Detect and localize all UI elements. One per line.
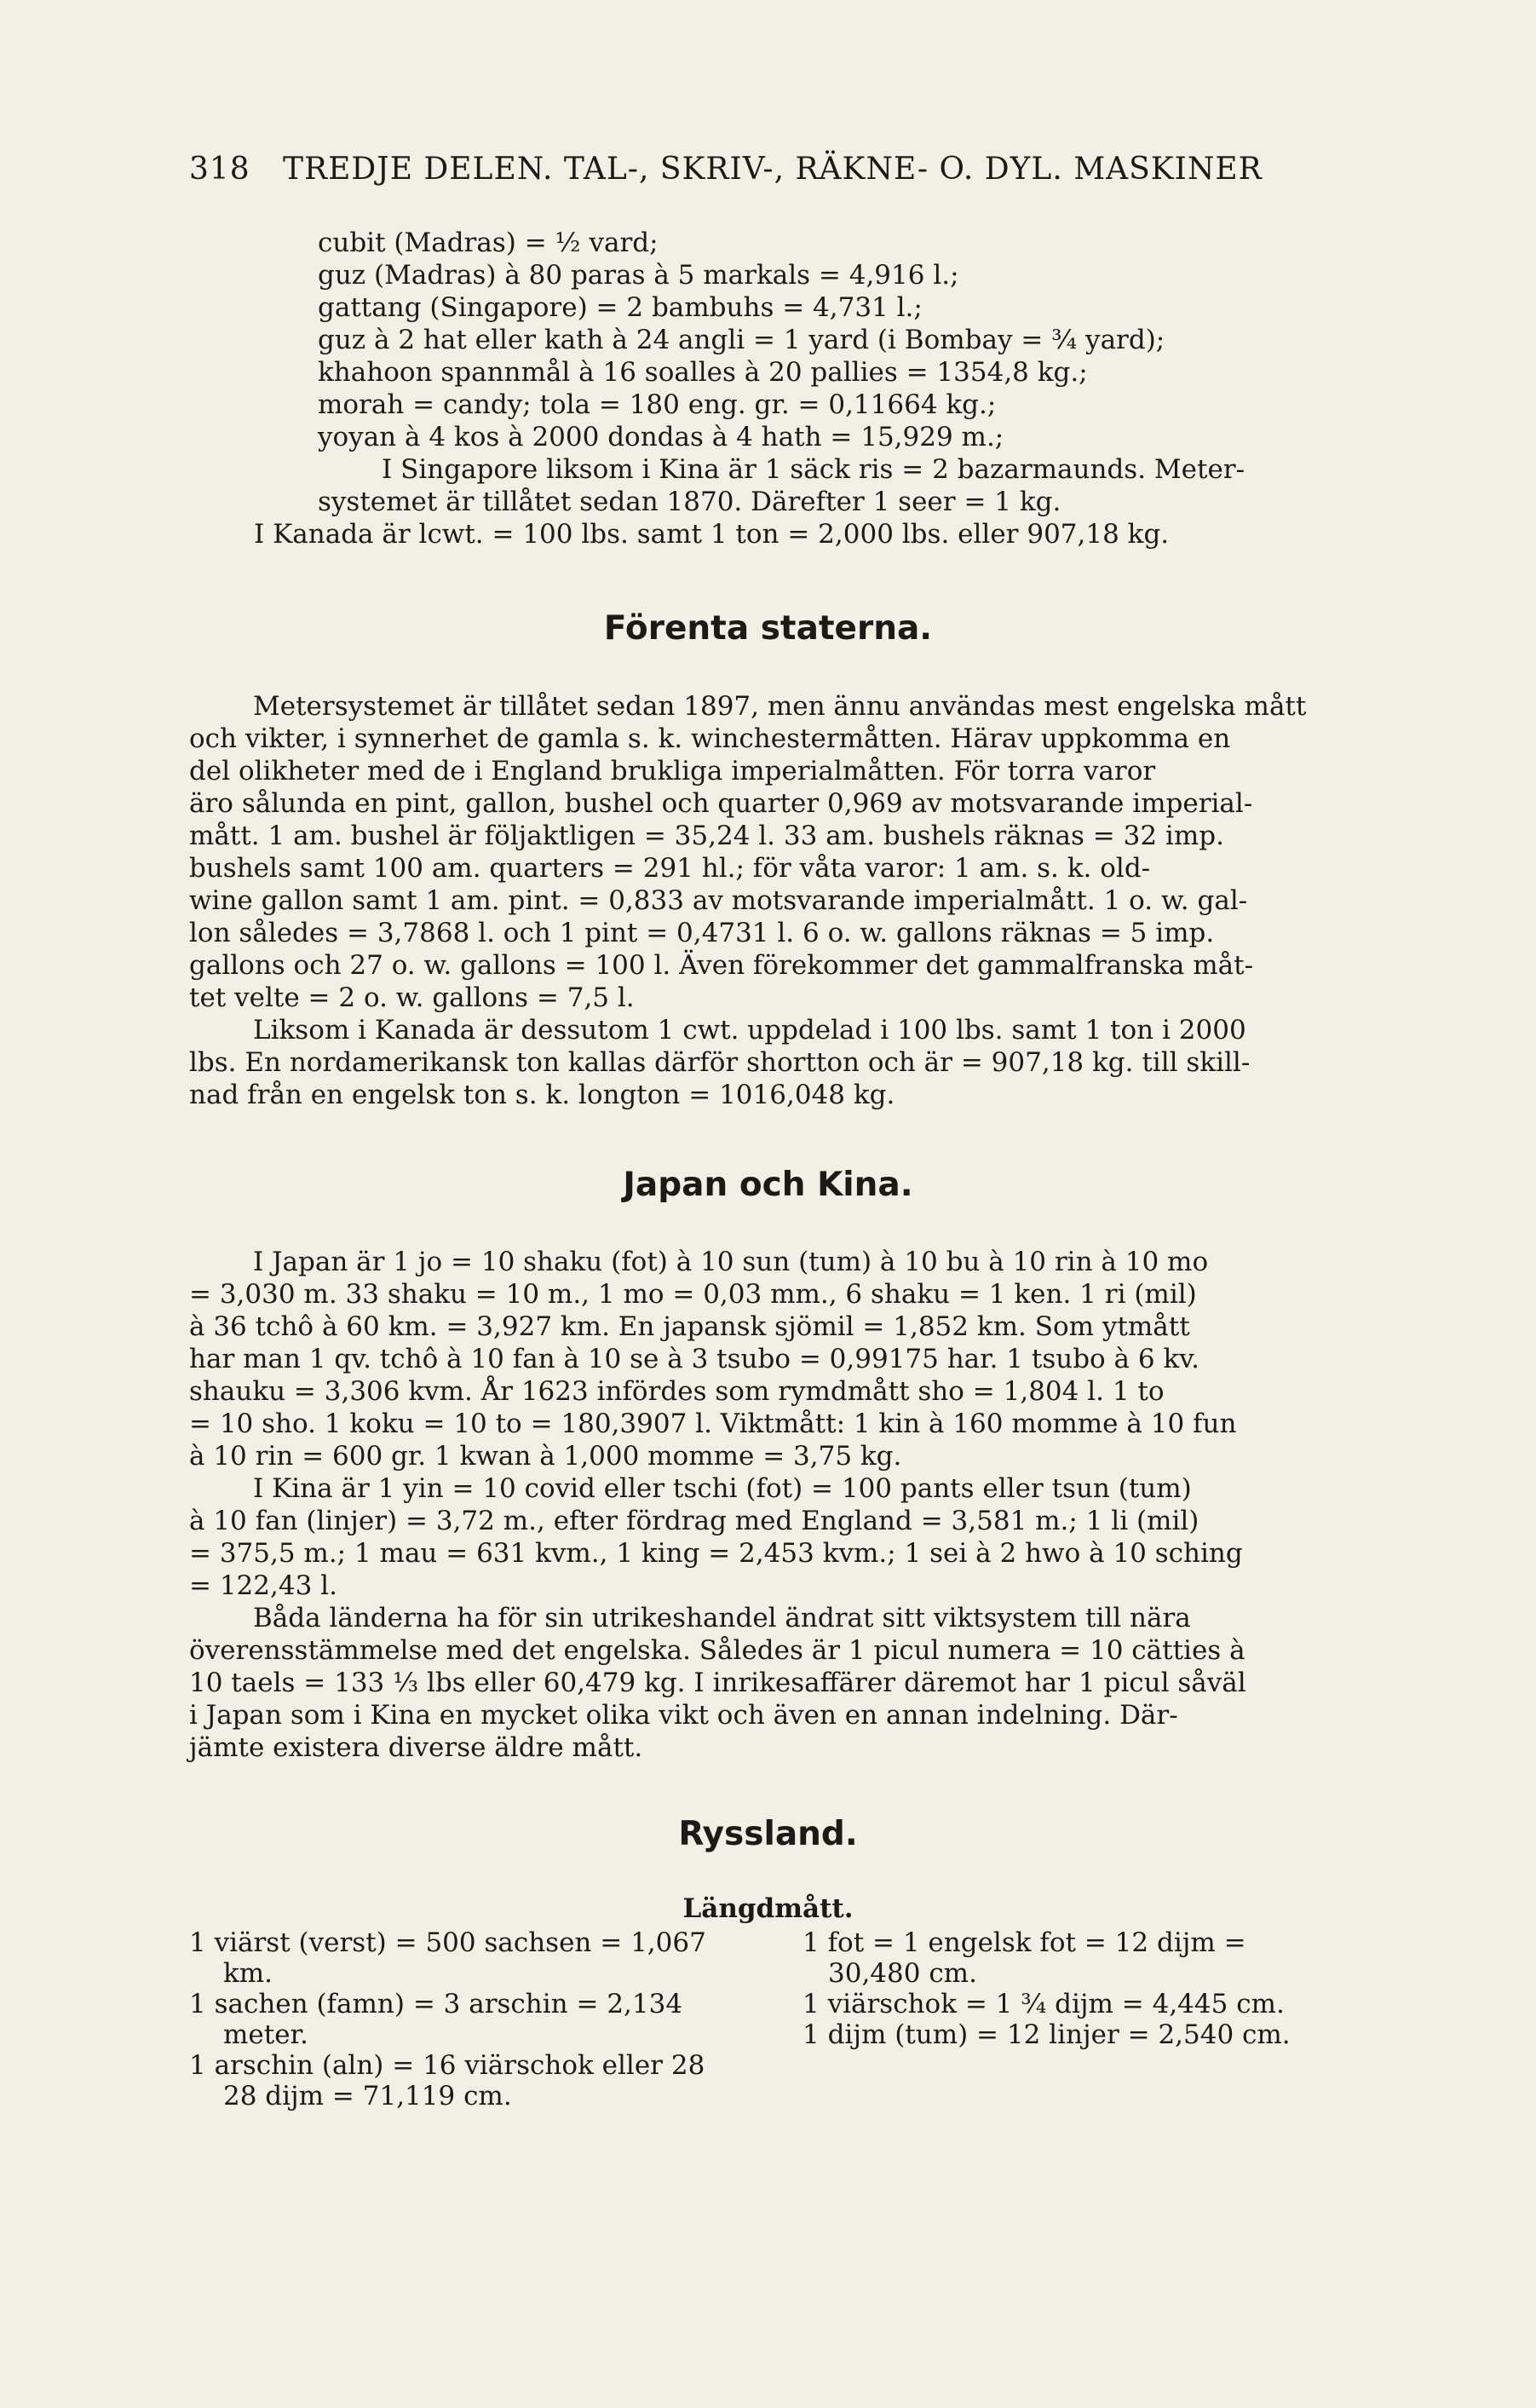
- text-line: yoyan à 4 kos à 2000 dondas à 4 hath = 15,929 m.;: [318, 422, 1004, 452]
- russia-right-column: [803, 1927, 1291, 2050]
- section-usa-body: [189, 690, 1306, 1111]
- table-entry: 30,480 cm.: [828, 1958, 977, 1989]
- table-entry: km.: [223, 1958, 273, 1989]
- text-line: I Singapore liksom i Kina är 1 säck ris = 2 bazarmaunds. Meter-: [382, 454, 1245, 485]
- text-line: överensstämmelse med det engelska. Således är 1 picul numera = 10 cätties à: [189, 1635, 1245, 1666]
- table-entry: 28 dijm = 71,119 cm.: [223, 2081, 512, 2111]
- text-line: gallons och 27 o. w. gallons = 100 l. Även förekommer det gammalfranska måt-: [189, 950, 1254, 981]
- text-line: nad från en engelsk ton s. k. longton = 1016,048 kg.: [189, 1080, 895, 1110]
- text-line: del olikheter med de i England brukliga imperialmåtten. För torra varor: [189, 756, 1156, 786]
- page-number: 318: [189, 152, 250, 187]
- text-line: Liksom i Kanada är dessutom 1 cwt. uppdelad i 100 lbs. samt 1 ton i 2000: [253, 1015, 1246, 1046]
- text-line: = 375,5 m.; 1 mau = 631 kvm., 1 king = 2,453 kvm.; 1 sei à 2 hwo à 10 sching: [189, 1538, 1243, 1569]
- text-line: guz (Madras) à 80 paras à 5 markals = 4,916 l.;: [318, 260, 959, 291]
- table-entry: 1 viärschok = 1 ¾ dijm = 4,445 cm.: [803, 1989, 1285, 2019]
- text-line: cubit (Madras) = ½ vard;: [318, 228, 659, 258]
- intro-measures: [254, 227, 1245, 550]
- text-line: systemet är tillåtet sedan 1870. Därefter 1 seer = 1 kg.: [318, 487, 1061, 517]
- text-line: wine gallon samt 1 am. pint. = 0,833 av motsvarande imperialmått. 1 o. w. gal-: [189, 885, 1248, 916]
- table-entry: 1 sachen (famn) = 3 arschin = 2,134: [189, 1989, 683, 2019]
- section-heading-russia: Ryssland.: [678, 1815, 858, 1853]
- text-line: och vikter, i synnerhet de gamla s. k. winchestermåtten. Härav uppkomma en: [189, 723, 1231, 754]
- text-line: I Kina är 1 yin = 10 covid eller tschi (fot) = 100 pants eller tsun (tum): [253, 1473, 1192, 1504]
- text-line: à 36 tchô à 60 km. = 3,927 km. En japansk sjömil = 1,852 km. Som ytmått: [189, 1311, 1190, 1342]
- text-line: mått. 1 am. bushel är följaktligen = 35,24 l. 33 am. bushels räknas = 32 imp.: [189, 821, 1224, 851]
- text-line: äro sålunda en pint, gallon, bushel och quarter 0,969 av motsvarande imperial-: [189, 788, 1253, 819]
- text-line: guz à 2 hat eller kath à 24 angli = 1 yard (i Bombay = ¾ yard);: [318, 325, 1165, 355]
- text-line: jämte existera diverse äldre mått.: [189, 1732, 643, 1763]
- text-line: i Japan som i Kina en mycket olika vikt och även en annan indelning. Där-: [189, 1700, 1178, 1731]
- text-line: Metersystemet är tillåtet sedan 1897, men ännu användas mest engelska mått: [253, 691, 1307, 722]
- running-header: [189, 152, 1382, 187]
- section-heading-usa: Förenta staterna.: [603, 609, 933, 648]
- section-heading-japan: Japan och Kina.: [623, 1166, 913, 1204]
- table-entry: meter.: [223, 2019, 308, 2050]
- text-line: shauku = 3,306 kvm. År 1623 infördes som rymdmått sho = 1,804 l. 1 to: [189, 1376, 1165, 1407]
- text-line: 10 taels = 133 ⅓ lbs eller 60,479 kg. I inrikesaffärer däremot har 1 picul såväl: [189, 1668, 1246, 1698]
- text-line: gattang (Singapore) = 2 bambuhs = 4,731 l.;: [318, 292, 923, 323]
- text-line: I Japan är 1 jo = 10 shaku (fot) à 10 sun (tum) à 10 bu à 10 rin à 10 mo: [253, 1247, 1209, 1277]
- text-line: lon således = 3,7868 l. och 1 pint = 0,4731 l. 6 o. w. gallons räknas = 5 imp.: [189, 918, 1215, 948]
- text-line: = 3,030 m. 33 shaku = 10 m., 1 mo = 0,03 mm., 6 shaku = 1 ken. 1 ri (mil): [189, 1279, 1197, 1310]
- running-title: TREDJE DELEN. TAL-, SKRIV-, RÄKNE- O. DYL. MASKINER: [283, 152, 1263, 187]
- text-line: à 10 rin = 600 gr. 1 kwan à 1,000 momme = 3,75 kg.: [189, 1441, 902, 1472]
- text-line: morah = candy; tola = 180 eng. gr. = 0,11664 kg.;: [318, 389, 997, 420]
- table-entry: 1 arschin (aln) = 16 viärschok eller 28: [189, 2050, 705, 2081]
- text-line: bushels samt 100 am. quarters = 291 hl.; för våta varor: 1 am. s. k. old-: [189, 853, 1151, 884]
- subheading-length-measures: Längdmått.: [682, 1893, 854, 1924]
- text-line: = 10 sho. 1 koku = 10 to = 180,3907 l. Viktmått: 1 kin à 160 momme à 10 fun: [189, 1409, 1237, 1439]
- text-line: har man 1 qv. tchô à 10 fan à 10 se à 3 tsubo = 0,99175 har. 1 tsubo à 6 kv.: [189, 1344, 1199, 1374]
- text-line: lbs. En nordamerikansk ton kallas därför shortton och är = 907,18 kg. till skill-: [189, 1047, 1251, 1078]
- text-line: tet velte = 2 o. w. gallons = 7,5 l.: [189, 982, 635, 1013]
- table-entry: 1 fot = 1 engelsk fot = 12 dijm =: [803, 1927, 1246, 1958]
- section-japan-body: [189, 1246, 1246, 1764]
- table-entry: 1 dijm (tum) = 12 linjer = 2,540 cm.: [803, 2019, 1291, 2050]
- text-line: I Kanada är lcwt. = 100 lbs. samt 1 ton = 2,000 lbs. eller 907,18 kg.: [254, 519, 1170, 550]
- russia-left-column: [189, 1927, 706, 2111]
- text-line: khahoon spannmål à 16 soalles à 20 pallies = 1354,8 kg.;: [318, 357, 1088, 388]
- text-line: = 122,43 l.: [189, 1570, 337, 1601]
- text-line: Båda länderna ha för sin utrikeshandel ändrat sitt viktsystem till nära: [253, 1603, 1191, 1633]
- text-line: à 10 fan (linjer) = 3,72 m., efter fördrag med England = 3,581 m.; 1 li (mil): [189, 1506, 1199, 1536]
- table-entry: 1 viärst (verst) = 500 sachsen = 1,067: [189, 1927, 706, 1958]
